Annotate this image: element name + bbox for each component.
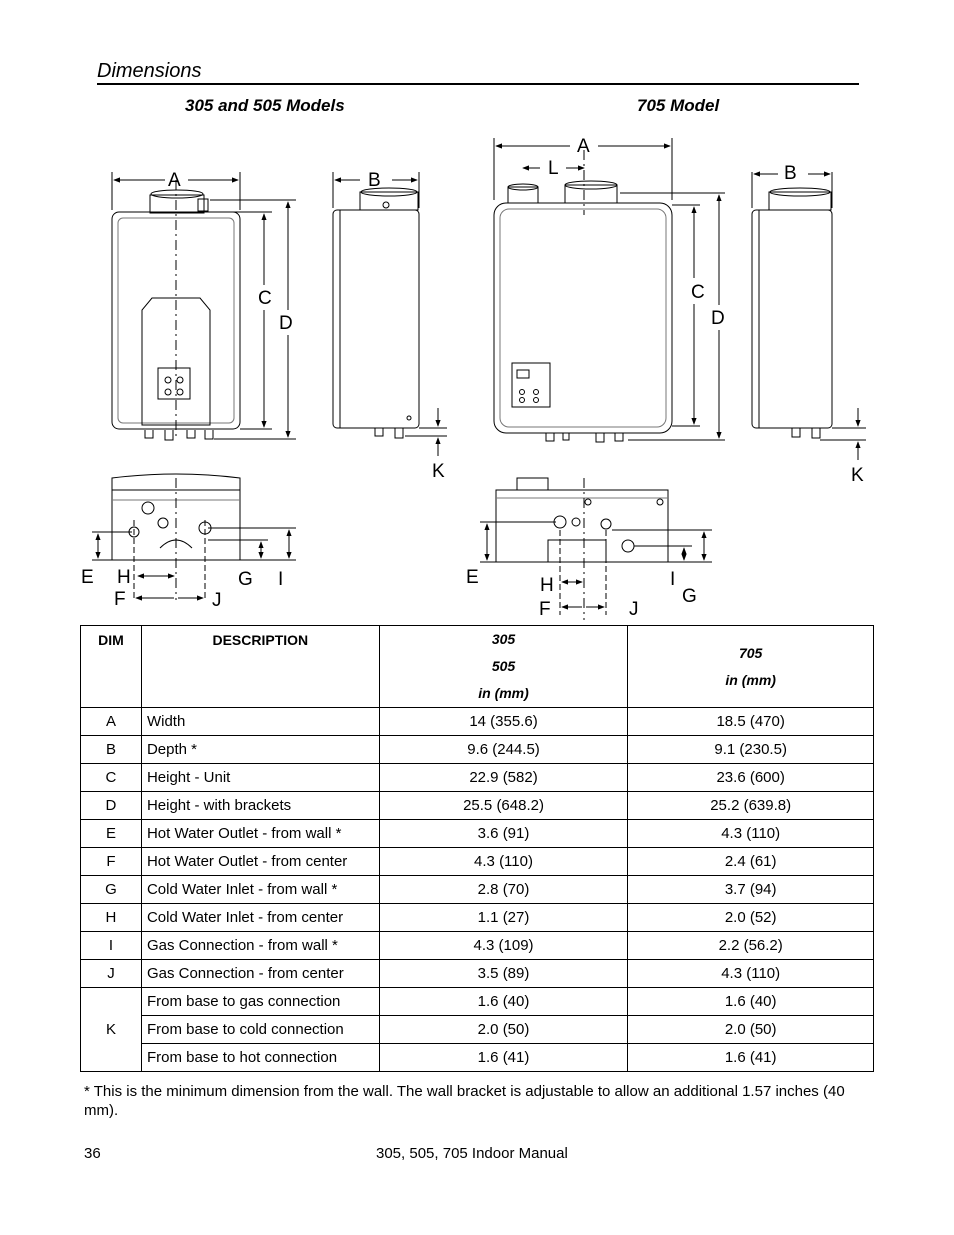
header-unit-2: in (mm) [725,671,776,688]
value-305-505-cell: 1.6 (40) [379,988,628,1016]
dim-cell: E [81,820,142,848]
table-row [81,708,874,736]
label-i-305: I [278,569,284,590]
label-h-305: H [117,567,131,588]
dim-cell: G [81,876,142,904]
description-cell: Height - Unit [141,764,379,792]
dim-cell: J [81,960,142,988]
label-a-305: A [168,170,181,191]
description-cell: Width [141,708,379,736]
table-row [81,736,874,764]
label-e-705: E [466,567,479,588]
description-cell: Depth * [141,736,379,764]
header-unit-1: in (mm) [478,685,529,701]
table-row [81,1016,874,1044]
dim-cell: H [81,904,142,932]
value-705-cell: 2.4 (61) [628,848,874,876]
value-705-cell: 4.3 (110) [628,820,874,848]
label-i-705: I [670,569,676,590]
table-row [81,820,874,848]
label-j-305: J [212,590,222,611]
value-705-cell: 1.6 (40) [628,988,874,1016]
value-305-505-cell: 22.9 (582) [379,764,628,792]
value-705-cell: 23.6 (600) [628,764,874,792]
manual-name: 305, 505, 705 Indoor Manual [376,1145,568,1162]
label-b-305: B [368,170,381,191]
dim-cell: F [81,848,142,876]
dim-cell: B [81,736,142,764]
header-505: 505 [491,658,516,674]
label-j-705: J [629,599,639,620]
header-705-label: 705 [738,644,763,661]
label-f-305: F [114,589,126,610]
label-a-705: A [577,136,590,157]
table-row [81,904,874,932]
header-705 [628,626,874,708]
value-305-505-cell: 25.5 (648.2) [379,792,628,820]
description-cell: Cold Water Inlet - from center [141,904,379,932]
table-row [81,1044,874,1072]
value-305-505-cell: 3.6 (91) [379,820,628,848]
bottom-view-705 [480,478,712,620]
side-view-705 [752,172,866,460]
value-305-505-cell: 2.0 (50) [379,1016,628,1044]
value-305-505-cell: 14 (355.6) [379,708,628,736]
value-705-cell: 9.1 (230.5) [628,736,874,764]
label-f-705: F [539,599,551,620]
dim-cell: C [81,764,142,792]
label-e-305: E [81,567,94,588]
table-row [81,764,874,792]
subhead-305-505: 305 and 505 Models [185,96,345,115]
table-row [81,960,874,988]
page-number: 36 [84,1145,101,1162]
label-k-705: K [851,465,864,486]
value-305-505-cell: 9.6 (244.5) [379,736,628,764]
value-305-505-cell: 4.3 (110) [379,848,628,876]
description-cell: Gas Connection - from center [141,960,379,988]
subhead-705: 705 Model [637,96,720,115]
value-305-505-cell: 1.6 (41) [379,1044,628,1072]
value-705-cell: 2.0 (52) [628,904,874,932]
description-cell: Gas Connection - from wall * [141,932,379,960]
label-d-305: D [279,313,293,334]
description-cell: Height - with brackets [141,792,379,820]
table-row [81,932,874,960]
table-row [81,988,874,1016]
label-l-705: L [548,158,559,179]
label-c-305: C [258,288,272,309]
value-705-cell: 2.0 (50) [628,1016,874,1044]
header-description: DESCRIPTION [141,626,379,708]
table-row [81,848,874,876]
table-row [81,876,874,904]
footnote: * This is the minimum dimension from the wall. The wall bracket is adjustable to allow an additional 1.57 inches (40 mm). [84,1083,845,1119]
dim-cell: D [81,792,142,820]
label-k-305: K [432,461,445,482]
page-title: Dimensions [97,60,202,82]
value-705-cell: 2.2 (56.2) [628,932,874,960]
description-cell: From base to gas connection [141,988,379,1016]
description-cell: Hot Water Outlet - from wall * [141,820,379,848]
description-cell: Hot Water Outlet - from center [141,848,379,876]
value-705-cell: 25.2 (639.8) [628,792,874,820]
value-705-cell: 18.5 (470) [628,708,874,736]
table-row [81,792,874,820]
label-c-705: C [691,282,705,303]
label-g-305: G [238,569,253,590]
header-305-505 [379,626,628,708]
dim-cell: A [81,708,142,736]
side-view-305-505 [333,172,447,456]
description-cell: From base to cold connection [141,1016,379,1044]
value-705-cell: 3.7 (94) [628,876,874,904]
header-305: 305 [491,631,516,647]
dim-cell: I [81,932,142,960]
dimensions-table [80,625,874,1072]
label-d-705: D [711,308,725,329]
value-305-505-cell: 1.1 (27) [379,904,628,932]
value-305-505-cell: 4.3 (109) [379,932,628,960]
value-305-505-cell: 2.8 (70) [379,876,628,904]
value-705-cell: 4.3 (110) [628,960,874,988]
dim-cell: K [81,988,142,1072]
label-g-705: G [682,586,697,607]
value-305-505-cell: 3.5 (89) [379,960,628,988]
description-cell: From base to hot connection [141,1044,379,1072]
value-705-cell: 1.6 (41) [628,1044,874,1072]
label-b-705: B [784,163,797,184]
header-dim: DIM [81,626,142,708]
label-h-705: H [540,575,554,596]
description-cell: Cold Water Inlet - from wall * [141,876,379,904]
